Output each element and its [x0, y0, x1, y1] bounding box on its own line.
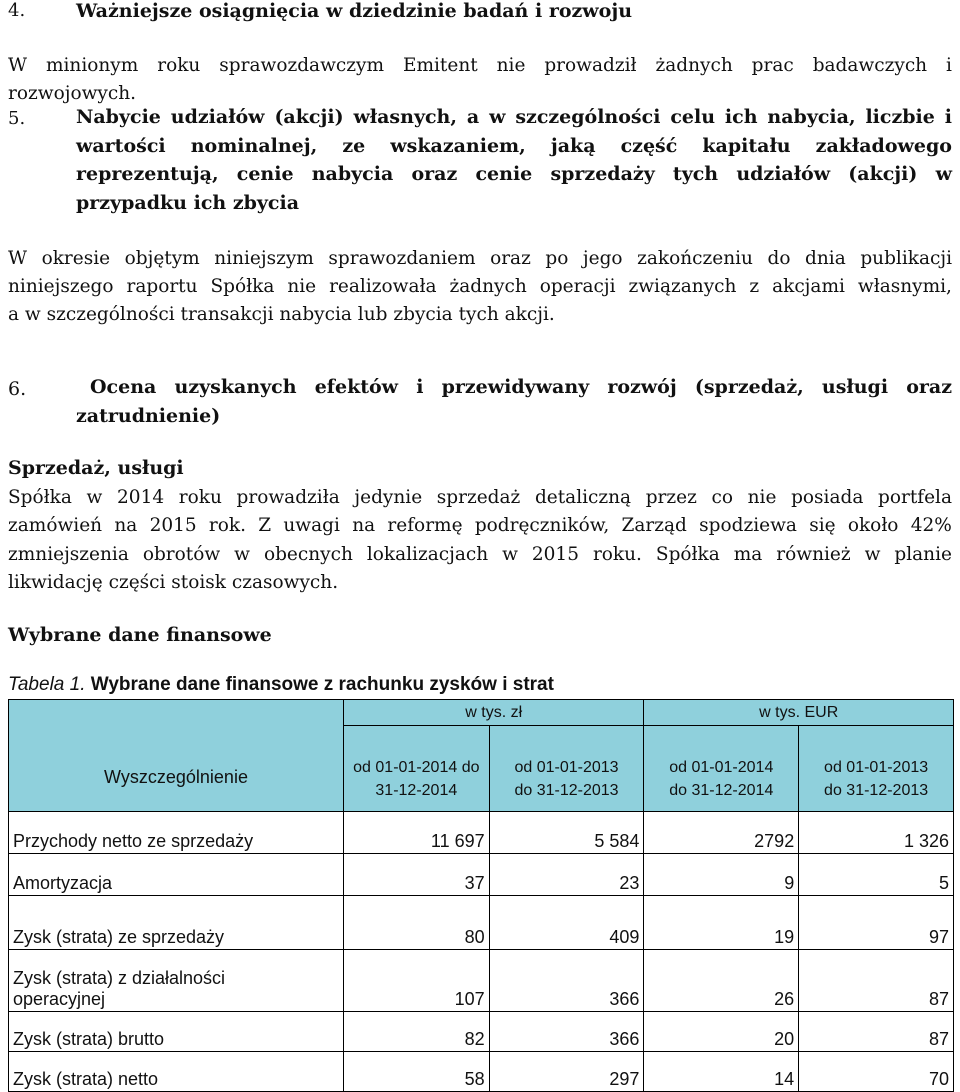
- header-period-1: [344, 726, 490, 812]
- section-4-number: 4.: [8, 0, 26, 21]
- word: kapitału: [702, 135, 791, 157]
- word: oraz: [906, 376, 952, 398]
- word: nie: [496, 55, 526, 76]
- word: Zarząd: [621, 515, 687, 536]
- header-group-pln: w tys. zł: [344, 700, 644, 726]
- row-label: [9, 950, 344, 1012]
- word: po: [545, 248, 569, 269]
- cell-value: 58: [344, 1052, 490, 1092]
- word: na: [352, 515, 376, 536]
- header-period-line: od 01-01-2013: [514, 758, 619, 776]
- word: do: [767, 248, 791, 269]
- row-label: Przychody netto ze sprzedaży: [9, 812, 344, 854]
- word: zmniejszenia: [8, 544, 129, 565]
- cell-value: 2792: [644, 812, 799, 854]
- sales-body-line: likwidację części stoisk czasowych.: [8, 572, 339, 593]
- word: 2014: [117, 487, 165, 508]
- word: ich: [724, 106, 758, 128]
- word: wskazaniem,: [390, 135, 526, 157]
- cell-value: 297: [489, 1052, 644, 1092]
- word: nabycia: [311, 163, 394, 185]
- word: reprezentują,: [76, 163, 219, 185]
- word: niniejszego: [8, 276, 114, 297]
- word: również: [776, 544, 851, 565]
- header-period-3: [644, 726, 799, 812]
- word: (akcji): [848, 163, 918, 185]
- word: Emitent: [402, 55, 478, 76]
- word: prowadził: [544, 55, 637, 76]
- word: reformę: [387, 515, 463, 536]
- cell-value: 107: [344, 950, 490, 1012]
- word: wartości: [76, 135, 166, 157]
- word: nabycia,: [767, 106, 856, 128]
- cell-value: 26: [644, 950, 799, 1012]
- word: planie: [894, 544, 952, 565]
- sales-body-line: [8, 515, 952, 536]
- section-6-title-line-1: [90, 376, 952, 398]
- word: tych: [672, 163, 719, 185]
- cell-value: 70: [799, 1052, 954, 1092]
- word: sprawozdaniem: [328, 248, 476, 269]
- section-5-title-line: [76, 135, 952, 157]
- header-description: [9, 700, 344, 812]
- word: (akcji): [274, 106, 344, 128]
- word: w: [234, 544, 250, 565]
- word: szczególności: [515, 106, 661, 128]
- word: sprzedaży: [550, 163, 655, 185]
- word: związanych: [628, 276, 737, 297]
- section-5-body-line: [8, 276, 952, 297]
- section-6-title-line-2: zatrudnienie): [76, 405, 221, 427]
- word: i: [416, 376, 424, 398]
- word: minionym: [45, 55, 139, 76]
- word: badawczych: [812, 55, 928, 76]
- word: własnych,: [353, 106, 457, 128]
- cell-value: 366: [489, 950, 644, 1012]
- word: Z: [258, 515, 272, 536]
- word: nie: [747, 487, 777, 508]
- section-5-title-line: przypadku ich zbycia: [76, 192, 300, 214]
- word: oraz: [490, 248, 531, 269]
- table-row: [9, 1012, 954, 1052]
- word: spodziewa: [699, 515, 797, 536]
- word: Ocena: [90, 376, 157, 398]
- header-period-line: 31-12-2014: [375, 781, 458, 799]
- word: zakładowego: [815, 135, 952, 157]
- cell-value: 37: [344, 854, 490, 896]
- cell-value: 87: [799, 1012, 954, 1052]
- row-label-line: operacyjnej: [13, 989, 106, 1009]
- table-row: [9, 950, 954, 1012]
- word: sprawozdawczym: [219, 55, 385, 76]
- word: posiada: [791, 487, 864, 508]
- sales-body-line: [8, 487, 952, 508]
- word: co: [711, 487, 733, 508]
- word: udziałów: [170, 106, 265, 128]
- word: sprzedaż: [436, 487, 521, 508]
- word: zamówień: [8, 515, 103, 536]
- cell-value: 82: [344, 1012, 490, 1052]
- section-4-title: Ważniejsze osiągnięcia w dziedzinie badań i rozwoju: [76, 0, 633, 22]
- section-4-body-line-2: rozwojowych.: [8, 83, 137, 104]
- word: jedynie: [354, 487, 423, 508]
- word: uzyskanych: [174, 376, 297, 398]
- cell-value: 87: [799, 950, 954, 1012]
- section-5-body-line: a w szczególności transakcji nabycia lub zbycia tych akcji.: [8, 304, 555, 325]
- word: udziałów: [736, 163, 831, 185]
- word: z: [749, 276, 760, 297]
- table-caption-title: Wybrane dane finansowe z rachunku zysków i strat: [90, 674, 554, 695]
- table-row: [9, 854, 954, 896]
- word: żadnych: [655, 55, 733, 76]
- word: W: [8, 248, 28, 269]
- row-label-line: Zysk (strata) z działalności: [13, 968, 226, 988]
- word: niniejszym: [214, 248, 314, 269]
- word: lokalizacjach: [366, 544, 489, 565]
- word: w: [86, 487, 103, 508]
- word: i: [944, 106, 952, 128]
- word: w: [502, 544, 518, 565]
- header-period-line: od 01-01-2014 do: [353, 758, 480, 776]
- section-5-number: 5.: [8, 108, 26, 129]
- finance-heading: Wybrane dane finansowe: [8, 624, 272, 646]
- word: prowadziła: [236, 487, 340, 508]
- financial-table: [8, 699, 954, 1092]
- word: objętym: [124, 248, 200, 269]
- section-5-body-line: [8, 248, 952, 269]
- word: jego: [582, 248, 623, 269]
- word: zakończeniu: [637, 248, 753, 269]
- cell-value: 80: [344, 896, 490, 950]
- word: się: [809, 515, 836, 536]
- word: uwagi: [283, 515, 340, 536]
- word: rozwój: [607, 376, 677, 398]
- word: prac: [751, 55, 794, 76]
- cell-value: 23: [489, 854, 644, 896]
- row-label: Zysk (strata) ze sprzedaży: [9, 896, 344, 950]
- word: obecnych: [263, 544, 353, 565]
- word: i: [946, 55, 952, 76]
- word: jaką: [550, 135, 596, 157]
- row-label: Amortyzacja: [9, 854, 344, 896]
- word: nominalnej,: [190, 135, 318, 157]
- word: cenie: [236, 163, 294, 185]
- word: roku: [157, 55, 201, 76]
- word: akcjami: [772, 276, 845, 297]
- sales-body-line: [8, 544, 952, 565]
- cell-value: 11 697: [344, 812, 490, 854]
- cell-value: 20: [644, 1012, 799, 1052]
- section-4-body-line-1: [8, 55, 952, 76]
- cell-value: 409: [489, 896, 644, 950]
- table-caption: [8, 674, 554, 696]
- cell-value: 9: [644, 854, 799, 896]
- word: Spółka: [655, 544, 720, 565]
- section-5-title-line: [76, 163, 952, 185]
- header-period-line: do 31-12-2013: [824, 781, 929, 799]
- word: efektów: [314, 376, 399, 398]
- word: podręczników,: [474, 515, 610, 536]
- table-row: [9, 1052, 954, 1092]
- word: w: [864, 544, 881, 565]
- cell-value: 5 584: [489, 812, 644, 854]
- header-period-2: [489, 726, 644, 812]
- word: przewidywany: [441, 376, 590, 398]
- word: część: [620, 135, 678, 157]
- word: rok.: [208, 515, 246, 536]
- word: Nabycie: [76, 106, 161, 128]
- word: a: [466, 106, 480, 128]
- cell-value: 1 326: [799, 812, 954, 854]
- word: (sprzedaż,: [694, 376, 804, 398]
- word: żadnych: [449, 276, 527, 297]
- word: ze: [342, 135, 366, 157]
- cell-value: 366: [489, 1012, 644, 1052]
- word: obrotów: [142, 544, 221, 565]
- word: w: [489, 106, 506, 128]
- word: portfela: [878, 487, 952, 508]
- word: przez: [645, 487, 697, 508]
- word: usługi: [821, 376, 889, 398]
- cell-value: 19: [644, 896, 799, 950]
- word: roku.: [592, 544, 642, 565]
- header-period-4: [799, 726, 954, 812]
- word: celu: [670, 106, 716, 128]
- word: na: [114, 515, 138, 536]
- word: liczbie: [865, 106, 935, 128]
- table-row: [9, 812, 954, 854]
- word: W: [8, 55, 28, 76]
- word: cenie: [475, 163, 533, 185]
- word: 2015: [531, 544, 579, 565]
- word: 42%: [910, 515, 952, 536]
- section-5-title-line: [76, 106, 952, 128]
- word: w: [935, 163, 952, 185]
- table-caption-label: Tabela 1.: [8, 674, 86, 695]
- word: raportu: [126, 276, 198, 297]
- row-label: Zysk (strata) netto: [9, 1052, 344, 1092]
- header-period-line: do 31-12-2014: [669, 781, 774, 799]
- section-6-number: 6.: [8, 378, 27, 400]
- word: Spółka: [210, 276, 275, 297]
- word: 2015: [149, 515, 197, 536]
- word: detaliczną: [534, 487, 632, 508]
- word: ma: [733, 544, 763, 565]
- word: oraz: [411, 163, 458, 185]
- row-label: Zysk (strata) brutto: [9, 1012, 344, 1052]
- cell-value: 5: [799, 854, 954, 896]
- word: realizowała: [329, 276, 437, 297]
- sales-heading: Sprzedaż, usługi: [8, 457, 184, 479]
- cell-value: 14: [644, 1052, 799, 1092]
- header-period-line: od 01-01-2013: [824, 758, 929, 776]
- word: roku: [178, 487, 222, 508]
- word: dnia: [805, 248, 846, 269]
- header-group-eur: w tys. EUR: [644, 700, 954, 726]
- word: okresie: [41, 248, 111, 269]
- word: własnymi,: [857, 276, 952, 297]
- word: około: [847, 515, 899, 536]
- header-period-line: do 31-12-2013: [514, 781, 619, 799]
- word: publikacji: [860, 248, 952, 269]
- word: operacji: [539, 276, 616, 297]
- table-row: [9, 896, 954, 950]
- cell-value: 97: [799, 896, 954, 950]
- word: Spółka: [8, 487, 72, 508]
- word: nie: [287, 276, 317, 297]
- header-description-label: Wyszczególnienie: [104, 767, 248, 787]
- header-period-line: od 01-01-2014: [669, 758, 774, 776]
